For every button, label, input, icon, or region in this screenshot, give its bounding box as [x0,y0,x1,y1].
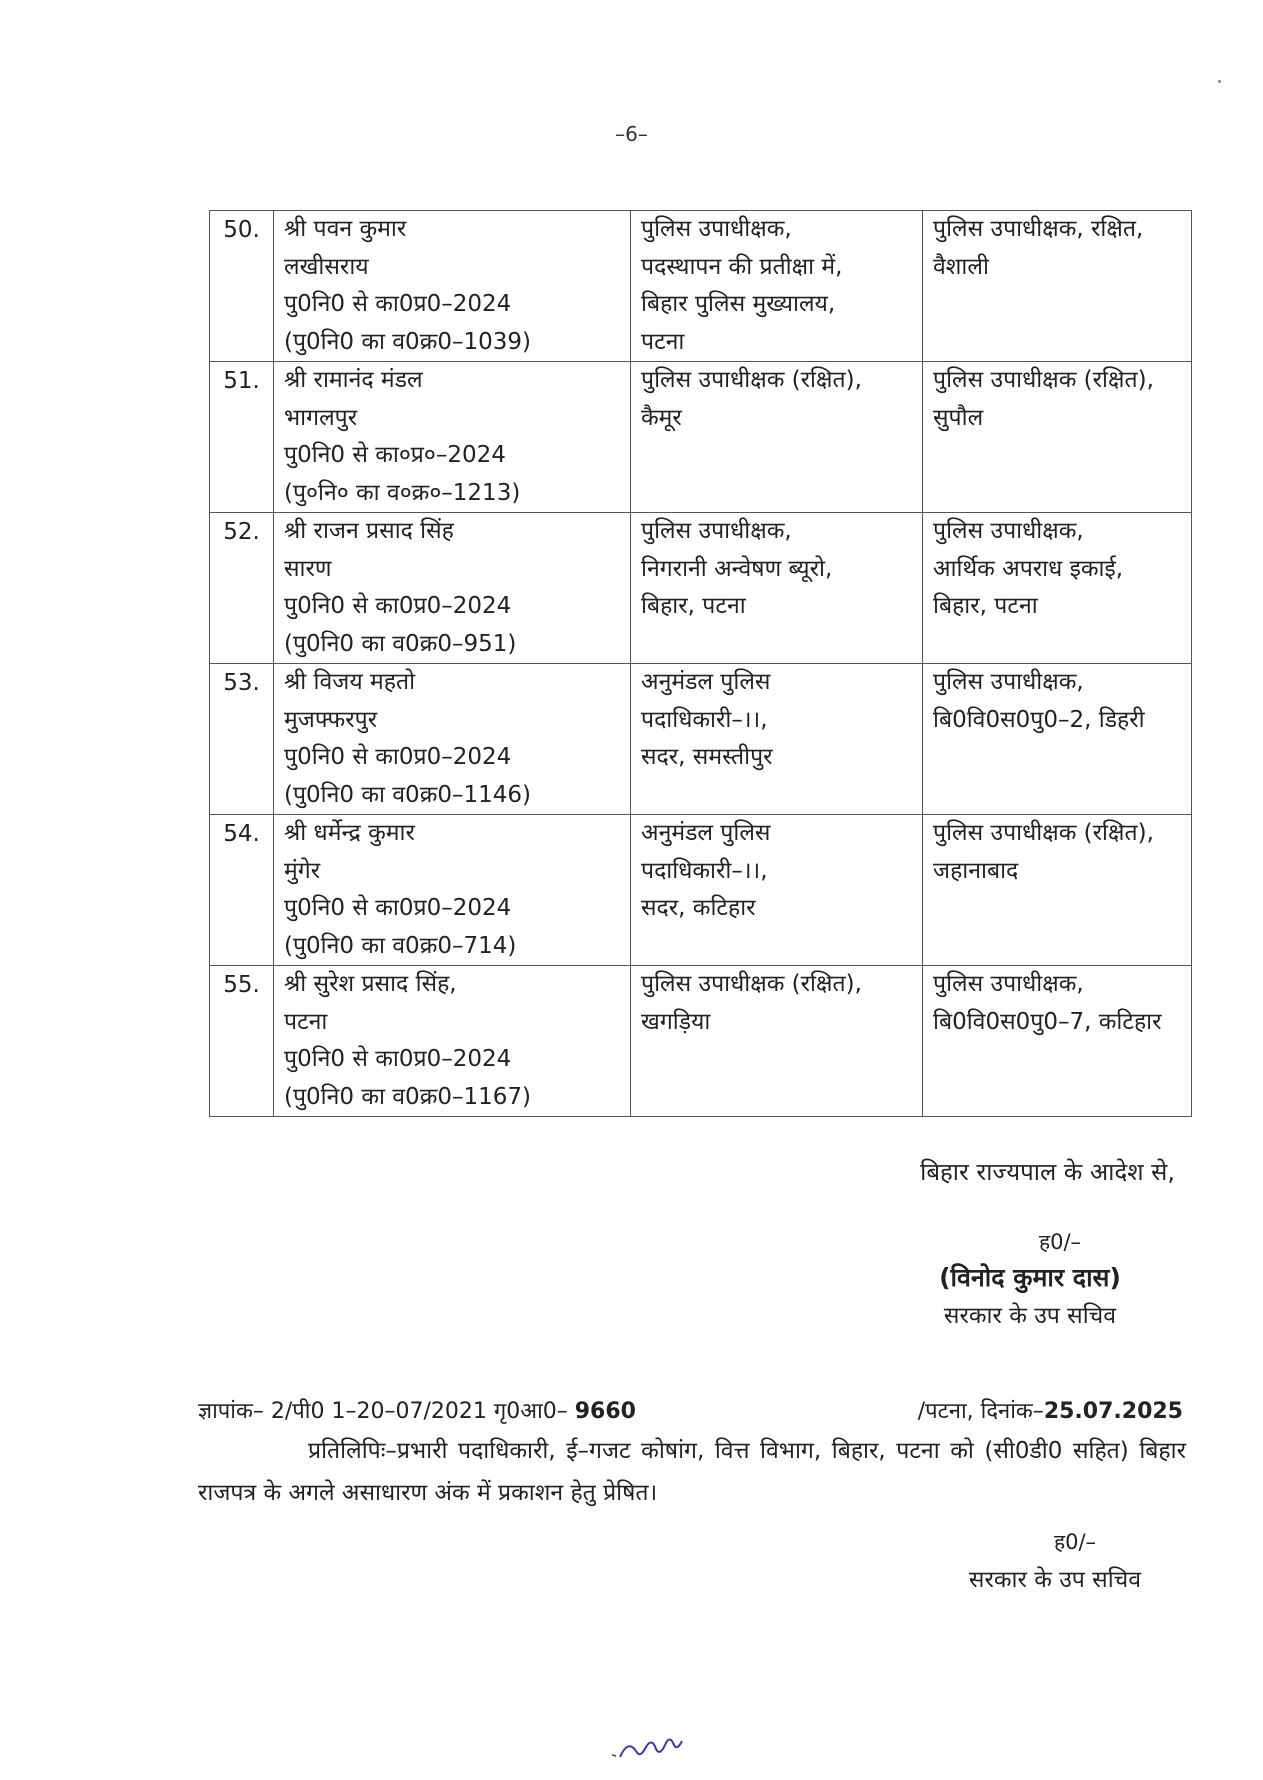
serial-number-cell: 54. [210,815,274,966]
copy-paragraph: प्रतिलिपिः–प्रभारी पदाधिकारी, ई–गजट कोषांग, वित्त विभाग, बिहार, पटना को (सी0डी0 सहित) बिहार राजपत्र के अगले असाधारण अंक में प्रकाशन हेतु प्रेषित। [198,1438,1186,1506]
cell-line: पुलिस उपाधीक्षक (रक्षित), [933,820,1154,846]
table-row [210,211,1192,362]
transfer-table [209,210,1192,1117]
cell-line: पुलिस उपाधीक्षक, [933,669,1084,695]
cell-line: पदाधिकारी–।।, [641,706,768,733]
signatory-designation: सरकार के उप सचिव [943,1303,1117,1329]
cell-line: पु0नि0 से का0प्र0–2024 [284,1046,512,1072]
cell-line: बिहार, पटना [641,593,746,619]
officer-cell [274,966,631,1117]
cell-line: लखीसराय [284,253,369,280]
new-post-cell [923,513,1192,664]
cell-line: (पु०नि० का व०क्र०–1213) [284,479,521,506]
memo-place-date-prefix: /पटना, दिनांक– [917,1399,1044,1424]
cell-line: कैमूर [641,404,682,431]
cell-line: श्री राजन प्रसाद सिंह [284,518,454,544]
cell-line: जहानाबाद [933,857,1019,884]
table-row [210,664,1192,815]
cell-line: पुलिस उपाधीक्षक (रक्षित), [933,367,1154,393]
cell-line: पु0नि0 से का0प्र0–2024 [284,895,512,921]
cell-line: पु0नि0 से का0प्र0–2024 [284,593,512,619]
new-post-cell [923,362,1192,513]
cell-line: भागलपुर [284,404,358,431]
officer-cell [274,211,631,362]
handwritten-initials [612,1735,692,1765]
cell-line: अनुमंडल पुलिस [641,820,771,846]
serial-number-cell: 52. [210,513,274,664]
signatory-name: (विनोद कुमार दास) [939,1263,1121,1292]
cell-line: (पु0नि0 का व0क्र0–714) [284,932,517,959]
new-post-cell [923,815,1192,966]
cell-line: पटना [641,328,685,355]
serial-number-cell: 51. [210,362,274,513]
cell-line: पदाधिकारी–।।, [641,857,768,884]
current-post-cell [631,362,923,513]
cell-line: मुजफ्फरपुर [284,706,378,733]
current-post-cell [631,513,923,664]
cell-line: श्री विजय महतो [284,669,416,695]
signature-initial: ह0/– [1038,1230,1082,1254]
current-post-cell [631,966,923,1117]
scan-speck [1218,80,1221,83]
table-row [210,362,1192,513]
cell-line: पुलिस उपाधीक्षक, रक्षित, [933,216,1144,242]
signature-initial-2: ह0/– [1053,1530,1097,1554]
officer-cell [274,513,631,664]
cell-line: पु0नि0 से का0प्र0–2024 [284,744,512,770]
current-post-cell [631,211,923,362]
new-post-cell [923,664,1192,815]
order-line: बिहार राज्यपाल के आदेश से, [920,1158,1175,1186]
current-post-cell [631,664,923,815]
cell-line: निगरानी अन्वेषण ब्यूरो, [641,555,833,582]
new-post-cell [923,966,1192,1117]
memo-date: 25.07.2025 [1043,1399,1183,1424]
signature-block [880,1228,1180,1330]
cell-line: पदस्थापन की प्रतीक्षा में, [641,253,843,280]
serial-number-cell: 53. [210,664,274,815]
cell-line: पुलिस उपाधीक्षक, [641,518,792,544]
cell-line: (पु0नि0 का व0क्र0–1039) [284,328,531,355]
cell-line: पुलिस उपाधीक्षक, [933,518,1084,544]
cell-line: पटना [284,1008,328,1035]
cell-line: सदर, समस्तीपुर [641,744,773,770]
new-post-cell [923,211,1192,362]
memo-prefix: ज्ञापांक– 2/पी0 1–20–07/2021 गृ0आ0– [198,1399,568,1424]
cell-line: पुलिस उपाधीक्षक (रक्षित), [641,367,862,393]
cell-line: अनुमंडल पुलिस [641,669,771,695]
memo-number: 9660 [574,1399,636,1424]
serial-number-cell: 55. [210,966,274,1117]
cell-line: श्री सुरेश प्रसाद सिंह, [284,971,457,997]
cell-line: पुलिस उपाधीक्षक, [933,971,1084,997]
current-post-cell [631,815,923,966]
officer-cell [274,664,631,815]
cell-line: आर्थिक अपराध इकाई, [933,555,1124,582]
cell-line: पुलिस उपाधीक्षक, [641,216,792,242]
cell-line: श्री धर्मेन्द्र कुमार [284,820,415,846]
signatory-designation-2: सरकार के उप सचिव [968,1567,1142,1593]
cell-line: (पु0नि0 का व0क्र0–1167) [284,1083,531,1110]
table-row [210,966,1192,1117]
cell-line: पु0नि0 से का०प्र०–2024 [284,442,506,468]
cell-line: खगड़िया [641,1008,711,1035]
cell-line: बि0वि0स0पु0–7, कटिहार [933,1008,1162,1035]
cell-line: श्री पवन कुमार [284,216,407,242]
page-number: –6– [615,122,648,146]
cell-line: (पु0नि0 का व0क्र0–1146) [284,781,531,808]
officer-cell [274,815,631,966]
cell-line: सुपौल [933,404,984,431]
cell-line: (पु0नि0 का व0क्र0–951) [284,630,517,657]
cell-line: सारण [284,555,332,582]
cell-line: पु0नि0 से का0प्र0–2024 [284,291,512,317]
cell-line: वैशाली [933,253,989,280]
signature-block-2 [935,1528,1175,1594]
serial-number-cell: 50. [210,211,274,362]
table-row [210,513,1192,664]
cell-line: सदर, कटिहार [641,895,756,921]
table-row [210,815,1192,966]
cell-line: बिहार, पटना [933,593,1038,619]
cell-line: बिहार पुलिस मुख्यालय, [641,291,836,317]
cell-line: पुलिस उपाधीक्षक (रक्षित), [641,971,862,997]
officer-cell [274,362,631,513]
cell-line: श्री रामानंद मंडल [284,367,423,393]
cell-line: बि0वि0स0पु0–2, डिहरी [933,706,1145,733]
cell-line: मुंगेर [284,857,321,884]
